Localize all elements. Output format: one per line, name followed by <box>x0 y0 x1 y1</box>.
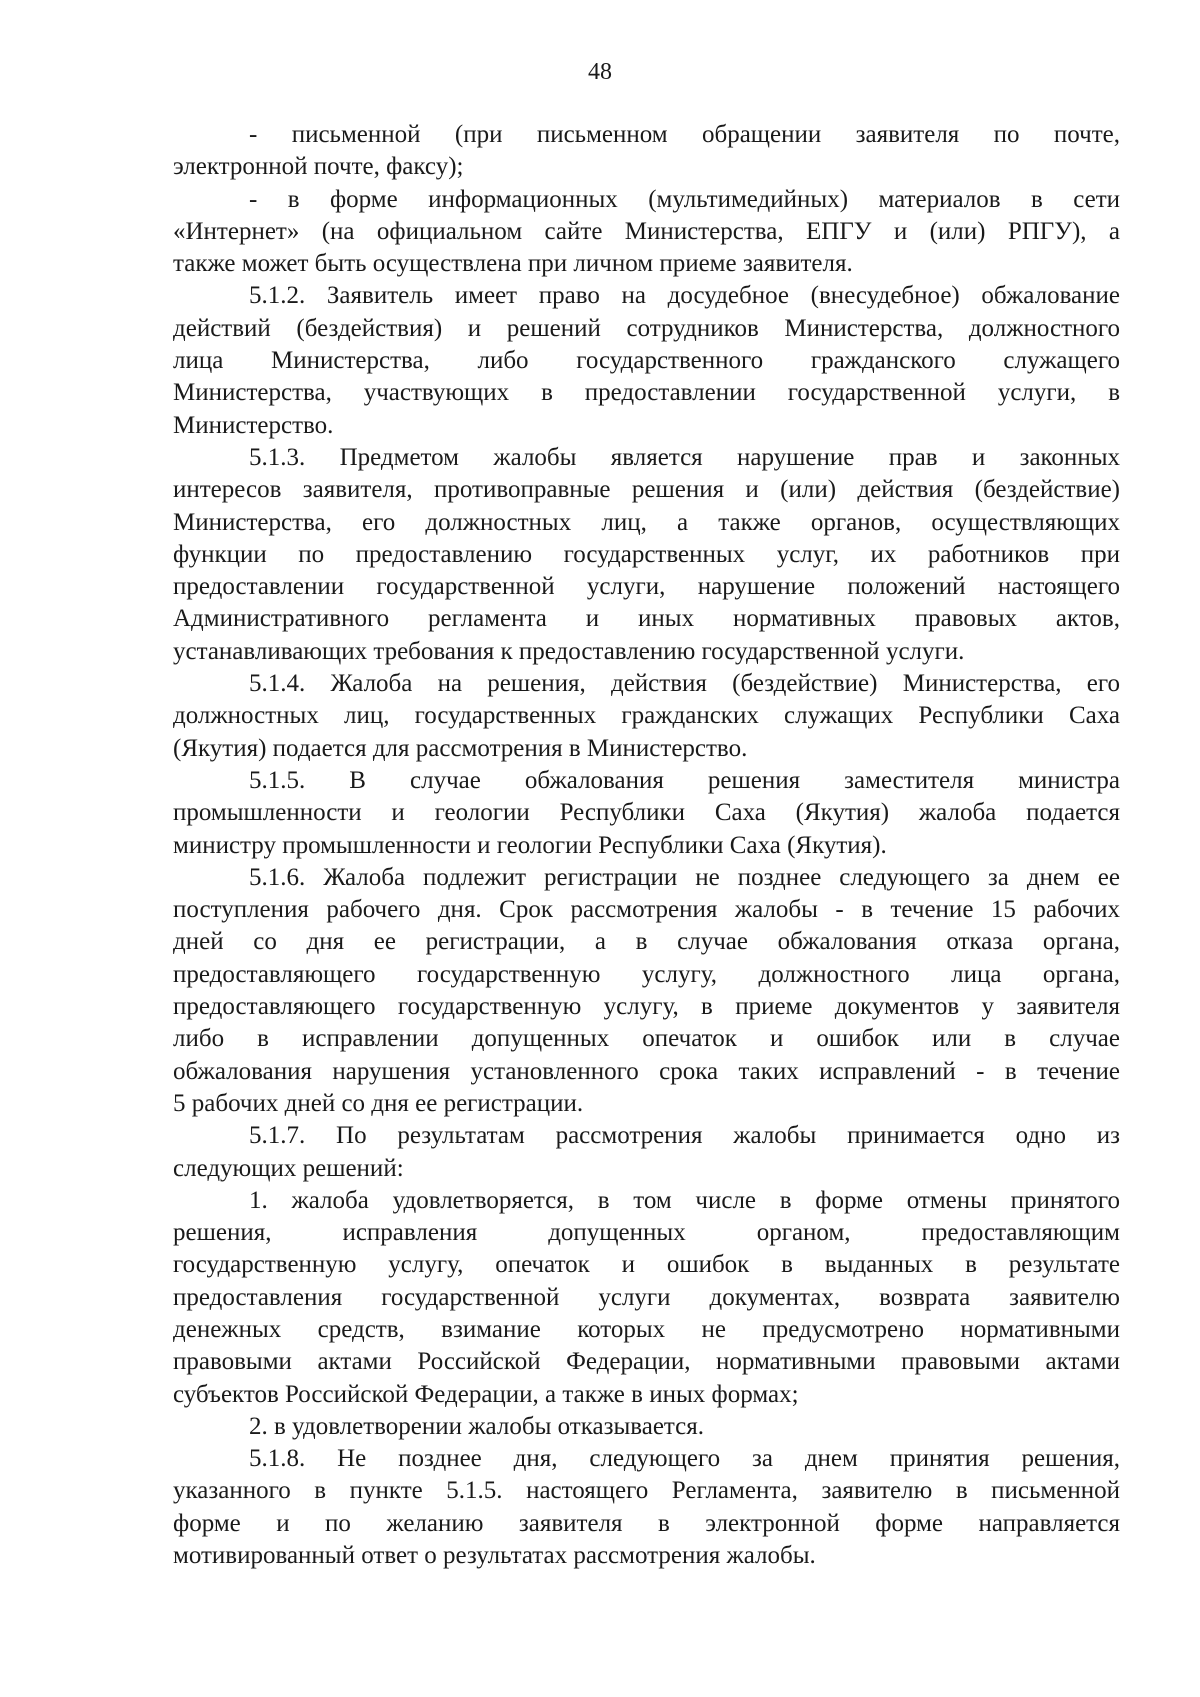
text-line: поступления рабочего дня. Срок рассмотрения жалобы - в течение 15 рабочих <box>173 896 1120 924</box>
text-line: Министерство. <box>173 411 334 439</box>
paragraph <box>173 184 1120 281</box>
paragraph <box>173 1443 1120 1572</box>
text-line: 2. в удовлетворении жалобы отказывается. <box>249 1412 704 1440</box>
text-line: предоставляющего государственную услугу, должностного лица органа, <box>173 960 1120 988</box>
text-line: электронной почте, факсу); <box>173 153 464 181</box>
paragraph <box>173 668 1120 765</box>
text-line: Министерства, его должностных лиц, а также органов, осуществляющих <box>173 508 1120 536</box>
paragraph <box>173 442 1120 668</box>
text-line: дней со дня ее регистрации, а в случае обжалования отказа органа, <box>173 928 1120 956</box>
text-line: Административного регламента и иных нормативных правовых актов, <box>173 605 1120 633</box>
text-line: 5 рабочих дней со дня ее регистрации. <box>173 1089 584 1117</box>
text-line: 5.1.8. Не позднее дня, следующего за днем принятия решения, <box>249 1445 1120 1473</box>
text-line: министру промышленности и геологии Республики Саха (Якутия). <box>173 831 887 859</box>
text-line: правовыми актами Российской Федерации, нормативными правовыми актами <box>173 1348 1120 1376</box>
text-line: 5.1.3. Предметом жалобы является нарушение прав и законных <box>249 443 1120 471</box>
text-line: субъектов Российской Федерации, а также в иных формах; <box>173 1380 799 1408</box>
paragraph <box>173 765 1120 862</box>
text-line: - письменной (при письменном обращении заявителя по почте, <box>249 121 1120 148</box>
text-line: мотивированный ответ о результатах рассмотрения жалобы. <box>173 1542 816 1570</box>
text-line: следующих решений: <box>173 1154 404 1182</box>
text-line: должностных лиц, государственных гражданских служащих Республики Саха <box>173 702 1120 730</box>
text-line: 5.1.6. Жалоба подлежит регистрации не позднее следующего за днем ее <box>249 863 1120 891</box>
text-line: денежных средств, взимание которых не предусмотрено нормативными <box>173 1315 1120 1343</box>
paragraph <box>173 1120 1120 1185</box>
text-line: промышленности и геологии Республики Саха (Якутия) жалоба подается <box>173 799 1120 827</box>
text-line: либо в исправлении допущенных опечаток и ошибок или в случае <box>173 1025 1120 1053</box>
text-line: 5.1.7. По результатам рассмотрения жалобы принимается одно из <box>249 1122 1120 1150</box>
text-line: предоставления государственной услуги документах, возврата заявителю <box>173 1283 1120 1311</box>
text-line: функции по предоставлению государственных услуг, их работников при <box>173 540 1120 568</box>
text-line: форме и по желанию заявителя в электронной форме направляется <box>173 1509 1120 1537</box>
text-line: действий (бездействия) и решений сотрудников Министерства, должностного <box>173 314 1120 342</box>
text-line: указанного в пункте 5.1.5. настоящего Регламента, заявителю в письменной <box>173 1477 1120 1505</box>
text-line: обжалования нарушения установленного срока таких исправлений - в течение <box>173 1057 1120 1085</box>
text-line: 5.1.2. Заявитель имеет право на досудебное (внесудебное) обжалование <box>249 282 1120 310</box>
text-line: «Интернет» (на официальном сайте Министерства, ЕПГУ и (или) РПГУ), а <box>173 217 1120 245</box>
text-line: предоставляющего государственную услугу, в приеме документов у заявителя <box>173 993 1120 1021</box>
paragraph <box>173 119 1120 184</box>
text-line: интересов заявителя, противоправные решения и (или) действия (бездействие) <box>173 476 1120 504</box>
text-line: - в форме информационных (мультимедийных) материалов в сети <box>249 185 1120 213</box>
document-body <box>173 119 1120 1572</box>
paragraph <box>173 280 1120 441</box>
text-line: решения, исправления допущенных органом, предоставляющим <box>173 1219 1120 1247</box>
text-line: 5.1.4. Жалоба на решения, действия (бездействие) Министерства, его <box>249 670 1120 698</box>
text-line: Министерства, участвующих в предоставлении государственной услуги, в <box>173 379 1120 407</box>
text-line: лица Министерства, либо государственного гражданского служащего <box>173 347 1120 375</box>
paragraph <box>173 1185 1120 1411</box>
paragraph <box>173 862 1120 1120</box>
paragraph <box>173 1411 1120 1443</box>
page-number: 48 <box>588 59 612 85</box>
text-line: также может быть осуществлена при личном приеме заявителя. <box>173 250 853 278</box>
text-line: устанавливающих требования к предоставлению государственной услуги. <box>173 637 965 665</box>
text-line: 1. жалоба удовлетворяется, в том числе в форме отмены принятого <box>249 1186 1120 1214</box>
text-line: 5.1.5. В случае обжалования решения заместителя министра <box>249 766 1120 794</box>
text-line: (Якутия) подается для рассмотрения в Министерство. <box>173 734 748 762</box>
text-line: предоставлении государственной услуги, нарушение положений настоящего <box>173 573 1120 601</box>
text-line: государственную услугу, опечаток и ошибок в выданных в результате <box>173 1251 1120 1279</box>
